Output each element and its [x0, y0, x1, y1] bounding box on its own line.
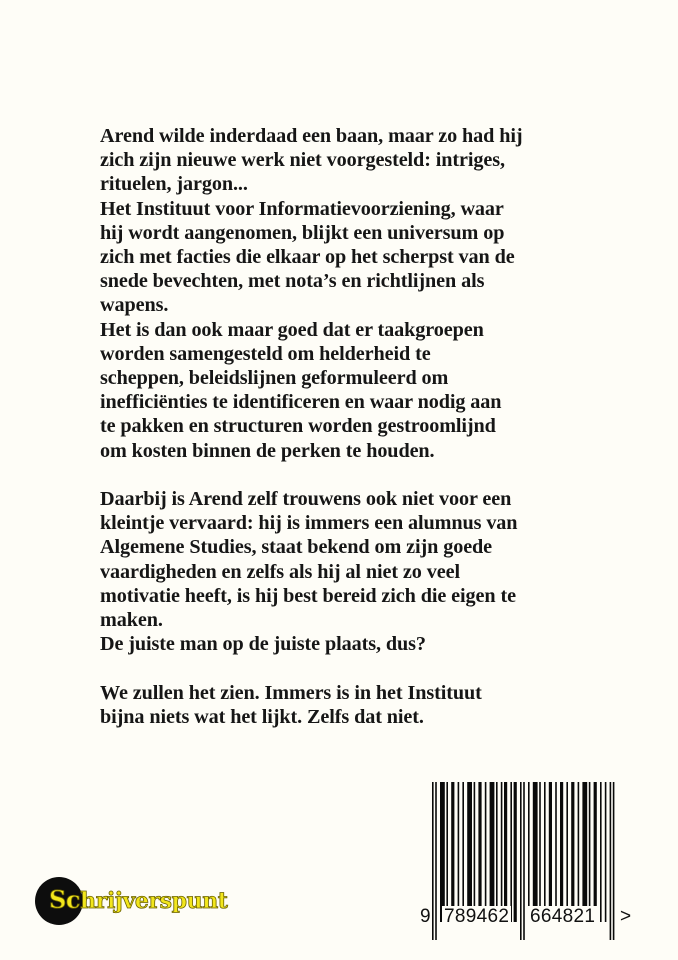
blurb-paragraph-3 [100, 681, 600, 729]
blurb-line: De juiste man op de juiste plaats, dus? [100, 633, 426, 656]
blurb-line: motivatie heeft, is hij best bereid zich die eigen te [100, 584, 516, 607]
blurb-line: vaardigheden en zelfs als hij al niet zo veel [100, 560, 460, 583]
blurb-paragraph-1 [100, 124, 600, 463]
blurb-line: We zullen het zien. Immers is in het Instituut [100, 681, 482, 704]
blurb-line: om kosten binnen de perken te houden. [100, 439, 435, 462]
blurb-line: zich met facties die elkaar op het scherpst van de [100, 246, 515, 269]
blurb-line: Arend wilde inderdaad een baan, maar zo had hij [100, 125, 523, 147]
blurb-line: scheppen, beleidslijnen geformuleerd om [100, 367, 449, 390]
blurb-line: snede bevechten, met nota’s en richtlijnen als [100, 270, 485, 293]
back-cover-blurb [100, 124, 600, 753]
isbn-group-left: 789462 [444, 906, 510, 927]
blurb-line: bijna niets wat het lijkt. Zelfs dat niet. [100, 705, 424, 728]
isbn-barcode [420, 770, 660, 945]
blurb-line: Het Instituut voor Informatievoorziening, waar [100, 197, 504, 220]
blurb-line: maken. [100, 609, 163, 632]
publisher-name-rest: hrijverspunt [80, 888, 228, 914]
blurb-line: Het is dan ook maar goed dat er taakgroepen [100, 318, 484, 341]
publisher-name [49, 887, 228, 914]
blurb-line: hij wordt aangenomen, blijkt een universum op [100, 221, 505, 244]
blurb-paragraph-2 [100, 487, 600, 656]
blurb-line: kleintje vervaard: hij is immers een alumnus van [100, 512, 518, 535]
quiet-zone-arrow-icon: > [620, 906, 632, 927]
blurb-line: Daarbij is Arend zelf trouwens ook niet voor een [100, 488, 512, 511]
blurb-line: inefficiënties te identificeren en waar nodig aan [100, 391, 502, 414]
publisher-logo [35, 877, 265, 927]
blurb-line: worden samengesteld om helderheid te [100, 342, 431, 365]
isbn-first-digit: 9 [420, 906, 431, 927]
isbn-group-right: 664821 [530, 906, 596, 927]
blurb-line: zich zijn nieuwe werk niet voorgesteld: intriges, [100, 149, 505, 172]
publisher-name-initial: Sc [49, 885, 81, 914]
blurb-line: te pakken en structuren worden gestroomlijnd [100, 415, 496, 438]
blurb-line: Algemene Studies, staat bekend om zijn goede [100, 536, 493, 559]
blurb-line: rituelen, jargon... [100, 173, 248, 196]
blurb-line: wapens. [100, 294, 169, 317]
